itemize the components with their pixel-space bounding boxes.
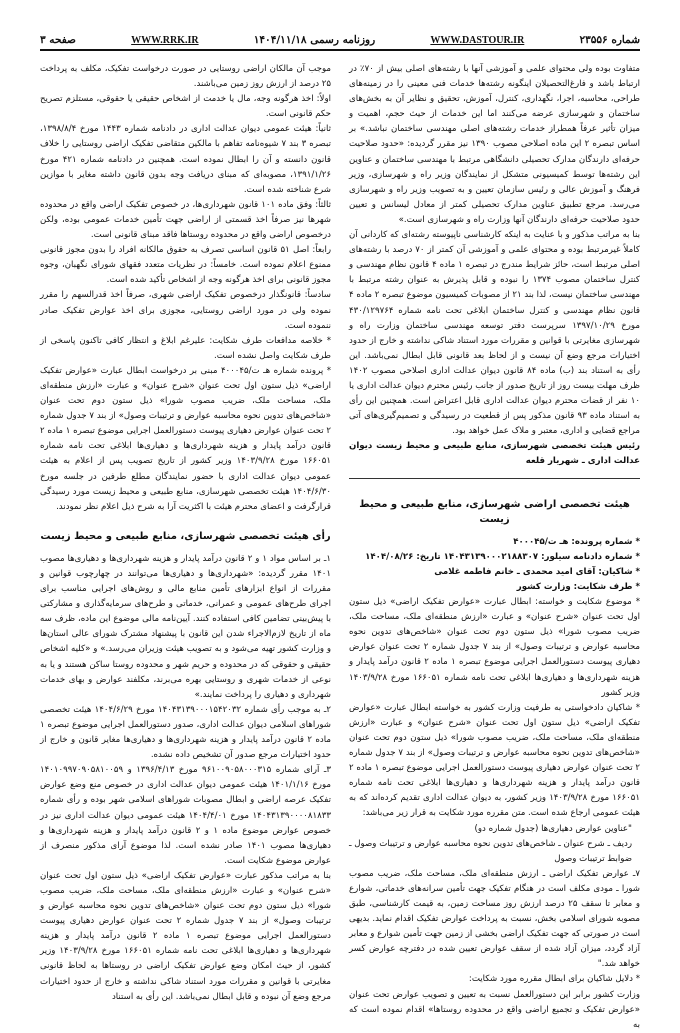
paragraph: ثانیاً: هیئت عمومی دیوان عدالت اداری در دادنامه شماره ۱۴۴۳ مورخ ۱۳۹۸/۸/۴، تبصره ۳ بند ۷ شیوه‌نامه تفاهم با مالکین متقاضی تفکیک اراضی روستایی را خلاف قانون دانسته و آن را ابطال نموده است. همچنین در دادنامه شماره ۴۲۱ مورخ ۱۳۹۱/۱/۲۶، مصوبه‌ای که مبنای دریافت وجه بدون قانون داشته مغایر با موازین شرع شناخته شده است. bbox=[40, 124, 331, 195]
left-column bbox=[40, 62, 332, 1002]
rrk-link[interactable]: WWW.RRK.IR bbox=[131, 35, 199, 46]
right-column bbox=[349, 62, 641, 1030]
paragraph: * پرونده شماره هـ ت/۴۰۰۰۴۵ مبنی بر درخواست ابطال عبارت «عوارض تفکیک اراضی» ذیل ستون اول تحت عنوان «شرح عنوان» و عبارت «ارزش منطقه‌ای ملک، مساحت ملک، ضریب مصوب شورا» ذیل ستون دوم تحت عنوان «شاخص‌های تدوین نحوه محاسبه عوارض و ترتیبات وصول» از بند ۷ جدول شماره ۲ تحت عنوان عوارض دهیاری پیوست دستورالعمل اجرایی موضوع تبصره ۱ ماده ۲ قانون درآمد پایدار و هزینه شهرداری‌ها و دهیاری‌ها ابلاغی تحت نامه شماره ۱۶۶۰۵۱ مورخ ۱۴۰۳/۹/۲۸ وزیر کشور از تاریخ تصویب پس از اعلام به هیئت عمومی دیوان عدالت اداری با حضور نمایندگان مطلع طرفین در جلسه مورخ ۱۴۰۴/۶/۳۰ هیئت تخصصی شهرسازی، منابع طبیعی و محیط زیست مورد رسیدگی قرارگرفت و اعضای محترم هیئت با اکثریت آرا به شرح ذیل اعلام نظر نمودند. bbox=[40, 365, 331, 512]
gazette-date: روزنامه رسمی ۱۴۰۴/۱۱/۱۸ bbox=[253, 34, 376, 46]
paragraph: ۳ـ آرای شماره ۹۶۱۰۰۹۰۵۸۰۰۰۳۱۵ مورخ ۱۳۹۶/۴/۱۳ و ۱۴۰۱۰۹۹۷۰۹۰۵۸۱۰۰۵۹ مورخ ۱۴۰۱/۱/۱۶ هیئت عمومی دیوان عدالت اداری در خصوص منع وضع عوارض تفکیک عرصه اراضی و ابطال مصوبات شوراهای اسلامی شهر بوده و رأی شماره ۱۴۰۴۳۱۳۹۰۰۰۰۸۱۸۳۳ مورخ ۱۴۰۴/۴/۰۱ هیئت عمومی دیوان عدالت اداری نیز در خصوص عوارض موضوع ماده ۱ و ۲ قانون درآمد پایدار و هزینه شهرداری‌ها و دهیاری‌ها مصوب ۱۴۰۱ صادر نشده است. لذا موضوع آرای مذکور منصرف از عوارض موضوع شکایت است. bbox=[40, 765, 332, 866]
paragraph: ۲ـ به موجب رأی شماره ۱۴۰۴۳۱۳۹۰۰۰۱۵۴۲۰۳۲ مورخ ۱۴۰۴/۶/۲۹ هیئت تخصصی شوراهای اسلامی دیوان عدالت اداری، صدور دستورالعمل اجرایی موضوع تبصره ۱ ماده ۲ قانون درآمد پایدار و هزینه شهرداری‌ها و دهیاری‌ها مغایر قانون و خارج از حدود اختیارات مرجع صدور آن تشخیص داده نشده. bbox=[40, 704, 331, 761]
paragraph: موجب آن مالکان اراضی روستایی در صورت درخواست تفکیک، مکلف به پرداخت ۲۵ درصد از ارزش روز زمین می‌باشند. bbox=[40, 64, 331, 90]
meta-line: * شماره پرونده: هـ ت/۴۰۰۰۴۵ bbox=[513, 536, 640, 547]
paragraph: * خلاصه مدافعات طرف شکایت: علیرغم ابلاغ و انتظار کافی تاکنون پاسخی از طرف شکایت واصل نشده است. bbox=[40, 335, 331, 361]
issue-number: شماره ۲۳۵۵۶ bbox=[579, 34, 640, 46]
section-title: رأی هیئت تخصصی شهرسازی، منابع طبیعی و محیط زیست bbox=[40, 530, 331, 542]
paragraph: وزارت کشور برابر این دستورالعمل نسبت به تعیین و تصویب عوارض تحت عنوان «عوارض تفکیک و تجمیع اراضی واقع در محدوده روستاها» اقدام نموده است که به bbox=[349, 989, 640, 1030]
paragraph: بنا به مراتب مذکور عبارت «عوارض تفکیک اراضی» ذیل ستون اول تحت عنوان «شرح عنوان» و عبارت «ارزش منطقه‌ای ملک، مساحت ملک، ضریب مصوب شورا» ذیل ستون دوم تحت عنوان «شاخص‌های تدوین نحوه محاسبه عوارض و ترتیبات وصول» از بند ۷ جدول شماره ۲ تحت عنوان عوارض دهیاری پیوست دستورالعمل اجرایی موضوع تبصره ۱ ماده ۲ قانون درآمد پایدار و هزینه شهرداری‌ها و دهیاری‌ها ابلاغی تحت نامه شماره ۱۶۶۰۵۱ مورخ ۱۴۰۳/۹/۲۸ وزیر کشور، از حیث امکان وضع عوارض تفکیک اراضی در روستاها به لحاظ قانونی مغایرتی با قوانین و مقررات مورد استناد شاکی نداشته و خارج از حدود اختیارات مرجع وضع آن نبوده و قابل ابطال نمی‌باشد. این رأی به استناد bbox=[40, 870, 331, 1002]
paragraph: ثالثاً: وفق ماده ۱۰۱ قانون شهرداری‌ها، در خصوص تفکیک اراضی واقع در محدوده شهرها نیز صرفاً اخذ قسمتی از اراضی جهت تأمین خدمات عمومی بوده، ولکن درخصوص اراضی واقع در محدوده روستاها فاقد مبنای قانونی است. bbox=[40, 199, 331, 241]
quote-line: ردیف ـ شرح عنوان ـ شاخص‌های تدوین نحوه محاسبه عوارض و ترتیبات وصول ـ ضوابط ترتیبات وصول bbox=[349, 838, 632, 864]
page-header bbox=[40, 30, 640, 51]
meta-line: * شماره دادنامه سیلور: ۱۴۰۴۳۱۳۹۰۰۰۲۱۸۸۳۰۷ تاریخ: ۱۴۰۴/۰۸/۲۶ bbox=[365, 551, 640, 562]
paragraph: * دلایل شاکیان برای ابطال مقرره مورد شکایت: bbox=[468, 974, 640, 985]
meta-line: * طرف شکایت: وزارت کشور bbox=[516, 582, 640, 592]
meta-line: * شاکیان: آقای امید محمدی ـ خانم فاطمه غلامی bbox=[434, 566, 640, 577]
paragraph: ۱ـ بر اساس مواد ۱ و ۲ قانون درآمد پایدار و هزینه شهرداری‌ها و دهیاری‌ها مصوب ۱۴۰۱ مقرر گردیده: «شهرداری‌ها و دهیاری‌ها می‌توانند در چهارچوب قوانین و مقررات از انواع ابزارهای تأمین منابع مالی و روش‌های اجرایی مناسب برای اجرای طرح‌های عمومی و عمرانی، خدماتی و طرح‌های سرمایه‌گذاری و مشارکتی با پیش‌بینی تضامین کافی استفاده کنند. آیین‌نامه مالی موضوع این ماده، ظرف سه ماه از تاریخ لازم‌الاجراء شدن این قانون با پیشنهاد مشترک شورای عالی استان‌ها و وزارت کشور تهیه می‌شود و به تصویب هیئت وزیران می‌رسد.» و «کلیه اشخاص حقیقی و حقوقی که در محدوده و حریم شهر و محدوده روستا ساکن هستند و یا به نوعی از خدمات شهری و روستایی بهره می‌برند، مکلفند عوارض و بهای خدمات شهرداری و دهیاری را پرداخت نمایند.» bbox=[40, 553, 331, 700]
paragraph: رابعاً: اصل ۵۱ قانون اساسی تصرف به حقوق مالکانه افراد را بدون مجوز قانونی ممنوع اعلام نموده است. خامساً: در نظریات متعدد فقهای شورای نگهبان، وجوه مجوز قانونی برای اخذ هرگونه وجه از اشخاص تأکید شده است. bbox=[40, 245, 331, 286]
section-title: هیئت تخصصی اراضی شهرسازی، منابع طبیعی و محیط زیست bbox=[359, 498, 630, 525]
dastour-link[interactable]: WWW.DASTOUR.IR bbox=[430, 35, 525, 46]
paragraph: * موضوع شکایت و خواسته: ابطال عبارت «عوارض تفکیک اراضی» ذیل ستون اول تحت عنوان «شرح عنوان» و عبارت «ارزش منطقه‌ای ملک، مساحت ملک، ضریب مصوب شورا» ذیل ستون دوم تحت عنوان «شاخص‌های تدوین نحوه محاسبه عوارض و ترتیبات وصول» از بند ۷ جدول شماره ۲ تحت عنوان عوارض دهیاری پیوست دستورالعمل اجرایی موضوع تبصره ۱ ماده ۲ قانون درآمد پایدار و هزینه شهرداری‌ها و دهیاری‌ها ابلاغی تحت نامه شماره ۱۶۶۰۵۱ مورخ ۱۴۰۳/۹/۲۸ وزیر کشور bbox=[349, 597, 641, 698]
paragraph: بنا به مراتب مذکور و با عنایت به اینکه کارشناسی ناپیوسته رشته‌ای که کاردانی آن کاملاً غیرمرتبط بوده و محتوای علمی و آموزشی آن کمتر از ۷۰ درصد با رشته‌های اصلی مرتبط است، حائز شرایط مندرج در تبصره ۱ ماده ۴ قانون نظام مهندسی و کنترل ساختمان مصوب ۱۳۷۴ را نبوده و قابل پذیرش به عنوان رشته مرتبط با مهندسی ساختمان نیست، لذا بند ۲۱ از مصوبات کمیسیون موضوع تبصره ۲ ماده ۴ قانون نظام مهندسی و کنترل ساختمان ابلاغی تحت نامه شماره ۴۳۰/۱۲۹۷۶۴ مورخ ۱۳۹۷/۱۰/۲۹ سرپرست دفتر توسعه مهندسی ساختمان وزارت راه و شهرسازی مغایرتی با قوانین و مقررات مورد استناد شاکی نداشته و خارج از حدود اختیارات مرجع وضع آن نیست و از لحاظ بعد قانونی قابل ابطال نمی‌باشد. این رأی به استناد بند (ب) ماده ۸۴ قانون دیوان عدالت اداری اصلاحی مصوب ۱۴۰۲ ظرف مهلت بیست روز از تاریخ صدور از جانب رئیس محترم دیوان عدالت اداری یا ۱۰ نفر از قضات محترم دیوان عدالت اداری قابل اعتراض است. همچنین این رأی به استناد ماده ۹۳ قانون مذکور پس از قطعیت در رسیدگی و تصمیم‌گیری‌های آتی مراجع قضایی و اداری، معتبر و ملاک عمل خواهد بود. bbox=[349, 230, 641, 437]
paragraph: سادساً: قانونگذار درخصوص تفکیک اراضی شهری، صرفاً اخذ قدرالسهم را مقرر نموده ولی در مورد اراضی روستایی، مجوزی برای اخذ عوارض تفکیک صادر ننموده است. bbox=[40, 290, 331, 331]
paragraph: متفاوت بوده ولی محتوای علمی و آموزشی آنها با رشته‌های اصلی بیش از ۷۰٪ در ارتباط باشد و فارغ‌التحصیلان اینگونه رشته‌ها خدمات فنی معینی را در زمینه‌های طراحی، محاسبه، اجرا، نگهداری، کنترل، آموزش، تحقیق و نظایر آن به بخش‌های ساختمان و شهرسازی عرضه می‌کنند اما این خدمات از حیث حجم، اهمیت و میزان تأثیر عرفاً همطراز خدمات رشته‌های اصلی مهندسی ساختمان نباشد.» بر اساس تبصره ۲ این ماده اصلاحی مصوب ۱۳۹۰ نیز مقرر گردیده: «حدود صلاحیت حرفه‌ای دارندگان مدارک تحصیلی دانشگاهی مرتبط با مهندسی ساختمان و عناوین این رشته‌ها توسط کمیسیونی متشکل از نمایندگان وزیر راه و شهرسازی، وزیر فرهنگ و آموزش عالی و رئیس سازمان تعیین و به تصویب وزیر راه و شهرسازی می‌رسد. مرجع تطبیق عناوین مدارک تحصیلی کمتر از معادل لیسانس و تعیین حدود صلاحیت حرفه‌ای دارندگان آنها وزارت راه و شهرسازی است.» bbox=[349, 64, 641, 225]
page-number: صفحه ۳ bbox=[40, 34, 76, 46]
quote-line: "عناوین عوارض دهیاری‌ها (جدول شماره دو) bbox=[474, 823, 632, 834]
paragraph: اولاً: اخذ هرگونه وجه، مال یا خدمت از اشخاص حقیقی یا حقوقی، مستلزم تصریح حکم قانونی است. bbox=[40, 94, 331, 120]
case-section bbox=[349, 478, 640, 1033]
signature-line: رئیس هیئت تخصصی شهرسازی، منابع طبیعی و محیط زیست دیوان عدالت اداری ـ شهریار قلعه bbox=[349, 441, 640, 467]
paragraph: ۷ـ عوارض تفکیک اراضی ـ ارزش منطقه‌ای ملک، مساحت ملک، ضریب مصوب شورا ـ مودی مکلف است در هنگام تفکیک جهت تأمین سرانه‌های خدماتی، شوارع و معابر تا سقف ۲۵ درصد ارزش روز مساحت زمین، به قیمت کارشناسی، طبق مصوبه شورای اسلامی بخش، نسبت به پرداخت عوارض تفکیک اقدام نماید. بدیهی است در صورتی که جهت تفکیک اراضی بخشی از زمین جهت تأمین شوارع و معابر آزاد گردد، میزان آزاد شده از سقف عوارض تعیین شده در دفترچه عوارض کسر خواهد شد." bbox=[349, 868, 640, 970]
text-columns bbox=[40, 62, 641, 1030]
paragraph: * شاکیان دادخواستی به طرفیت وزارت کشور به خواسته ابطال عبارت «عوارض تفکیک اراضی» ذیل ستون اول تحت عنوان «شرح عنوان» و عبارت «ارزش منطقه‌ای ملک، مساحت ملک، ضریب مصوب شورا» ذیل ستون دوم تحت عنوان «شاخص‌های تدوین نحوه محاسبه عوارض و ترتیبات وصول» از بند ۷ جدول شماره ۲ تحت عنوان عوارض دهیاری پیوست دستورالعمل اجرایی موضوع تبصره ۱ ماده ۲ قانون درآمد پایدار و هزینه شهرداری‌ها و دهیاری‌ها ابلاغی تحت نامه شماره ۱۶۶۰۵۱ مورخ ۱۴۰۳/۹/۲۸ وزیر کشور، به دیوان عدالت اداری تقدیم کرده‌اند که به هیئت عمومی ارجاع شده است. متن مقرره مورد شکایت به قرار زیر می‌باشد: bbox=[349, 702, 640, 819]
